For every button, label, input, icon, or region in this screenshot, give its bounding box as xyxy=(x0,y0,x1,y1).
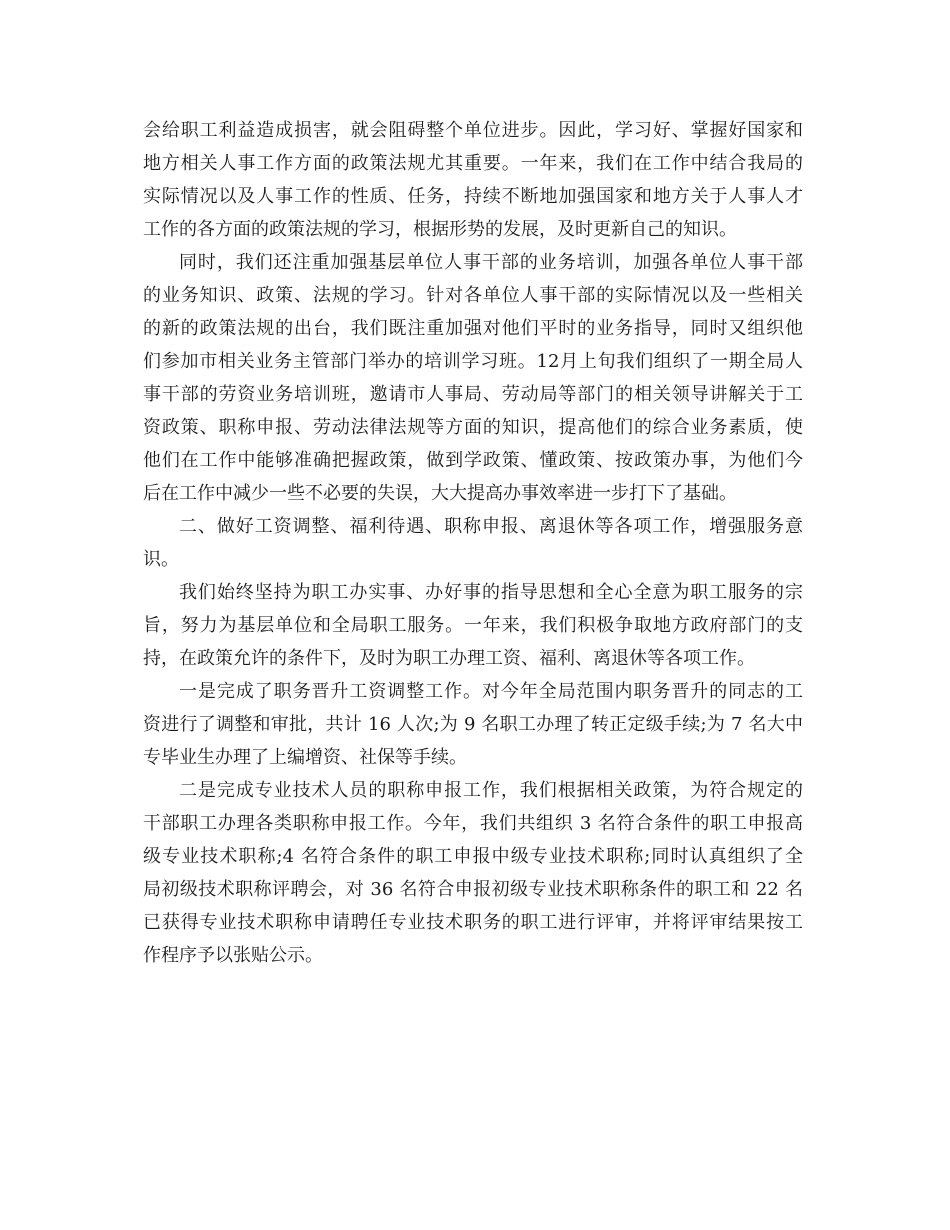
document-text-line: 资政策、职称申报、劳动法律法规等方面的知识，提高他们的综合业务素质，使 xyxy=(143,417,803,438)
document-text-line: 他们在工作中能够准确把握政策，做到学政策、懂政策、按政策办事，为他们今 xyxy=(143,450,803,471)
document-body xyxy=(143,114,803,972)
document-text-line: 识。 xyxy=(143,549,179,570)
document-text-line: 资进行了调整和审批，共计 16 人次;为 9 名职工办理了转正定级手续;为 7 名大中 xyxy=(143,714,803,735)
document-text-line: 们参加市相关业务主管部门举办的培训学习班。12月上旬我们组织了一期全局人 xyxy=(143,351,803,372)
document-text-line: 作程序予以张贴公示。 xyxy=(143,945,323,966)
document-text-line: 实际情况以及人事工作的性质、任务，持续不断地加强国家和地方关于人事人才 xyxy=(143,186,803,207)
document-text-line: 旨，努力为基层单位和全局职工服务。一年来，我们积极争取地方政府部门的支 xyxy=(143,615,803,636)
document-text-line: 事干部的劳资业务培训班，邀请市人事局、劳动局等部门的相关领导讲解关于工 xyxy=(143,384,803,405)
document-text-line: 工作的各方面的政策法规的学习，根据形势的发展，及时更新自己的知识。 xyxy=(143,219,737,240)
document-text-line: 二、做好工资调整、福利待遇、职称申报、离退休等各项工作，增强服务意 xyxy=(179,516,803,537)
document-text-line: 二是完成专业技术人员的职称申报工作，我们根据相关政策，为符合规定的 xyxy=(179,780,803,801)
document-text-line: 干部职工办理各类职称申报工作。今年，我们共组织 3 名符合条件的职工申报高 xyxy=(143,813,803,834)
document-text-line: 后在工作中减少一些不必要的失误，大大提高办事效率进一步打下了基础。 xyxy=(143,483,737,504)
document-text-line: 持，在政策允许的条件下，及时为职工办理工资、福利、离退休等各项工作。 xyxy=(143,648,755,669)
document-text-line: 的新的政策法规的出台，我们既注重加强对他们平时的业务指导，同时又组织他 xyxy=(143,318,803,339)
document-text-line: 一是完成了职务晋升工资调整工作。对今年全局范围内职务晋升的同志的工 xyxy=(179,681,803,702)
document-text-line: 的业务知识、政策、法规的学习。针对各单位人事干部的实际情况以及一些相关 xyxy=(143,285,803,306)
document-text-line: 我们始终坚持为职工办实事、办好事的指导思想和全心全意为职工服务的宗 xyxy=(179,582,803,603)
document-text-line: 会给职工利益造成损害，就会阻碍整个单位进步。因此，学习好、掌握好国家和 xyxy=(143,120,803,141)
document-text-line: 级专业技术职称;4 名符合条件的职工申报中级专业技术职称;同时认真组织了全 xyxy=(143,846,803,867)
document-text-line: 已获得专业技术职称申请聘任专业技术职务的职工进行评审，并将评审结果按工 xyxy=(143,912,803,933)
document-text-line: 地方相关人事工作方面的政策法规尤其重要。一年来，我们在工作中结合我局的 xyxy=(143,153,803,174)
document-text-line: 局初级技术职称评聘会，对 36 名符合申报初级专业技术职称条件的职工和 22 名 xyxy=(143,879,803,900)
document-text-line: 专毕业生办理了上编增资、社保等手续。 xyxy=(143,747,467,768)
document-text-line: 同时，我们还注重加强基层单位人事干部的业务培训，加强各单位人事干部 xyxy=(179,252,803,273)
